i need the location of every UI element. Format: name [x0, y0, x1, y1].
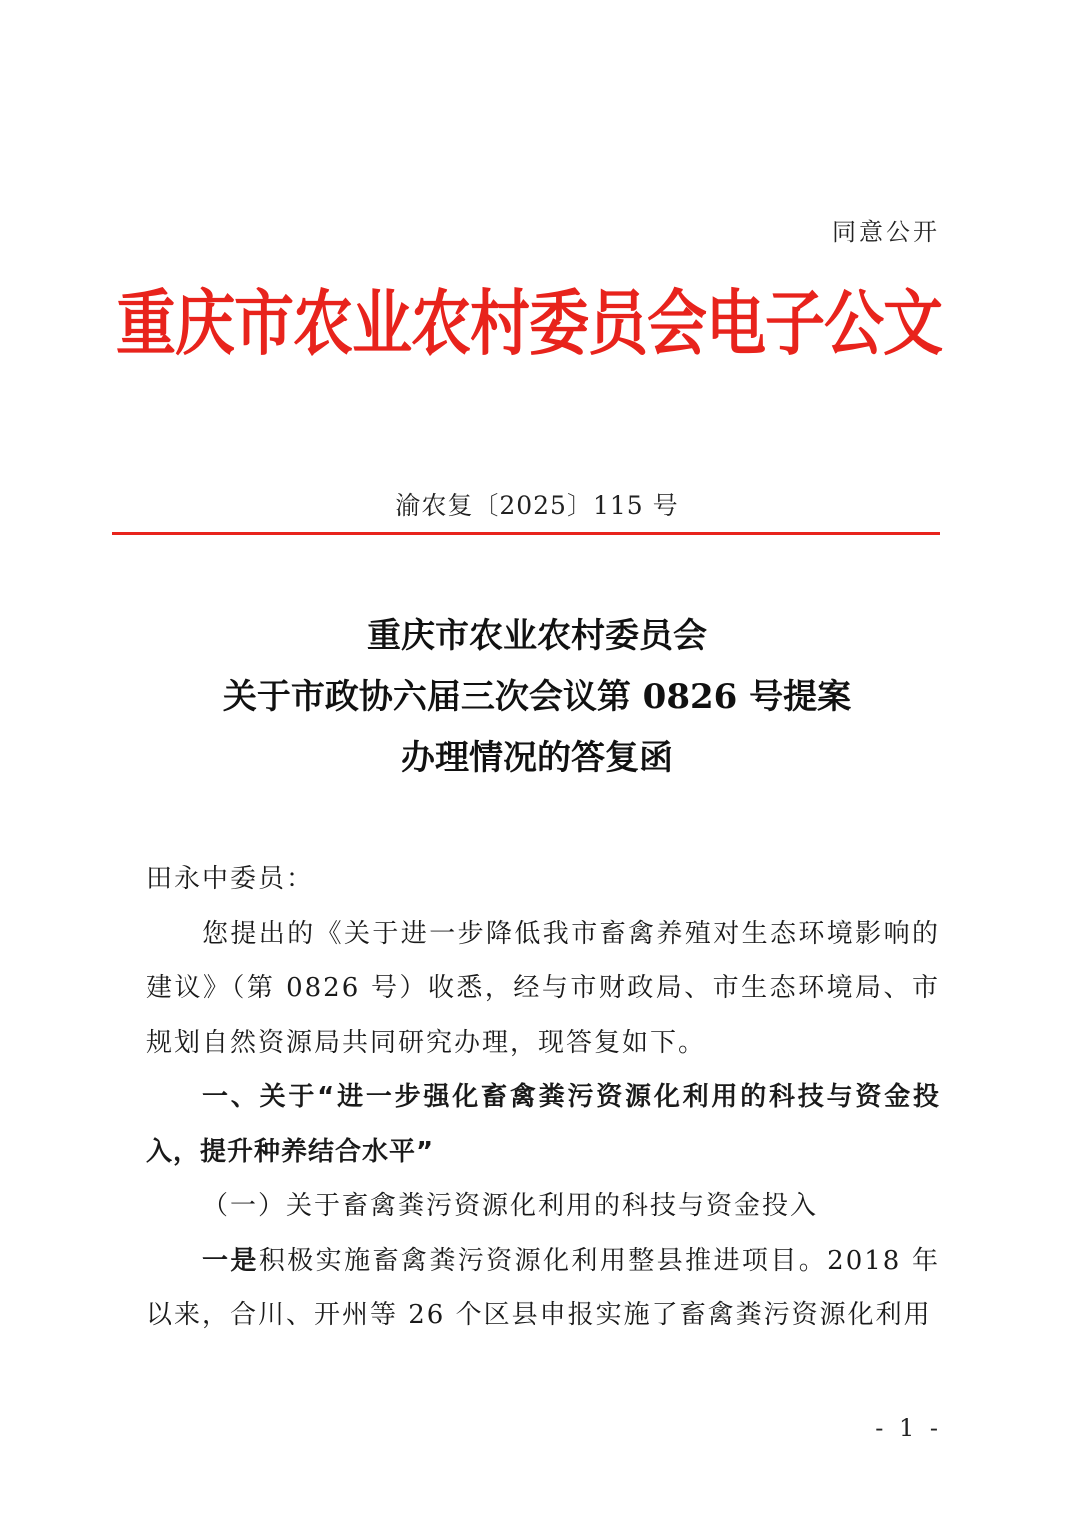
- point-1-paragraph: [146, 1234, 940, 1343]
- red-divider-line: [112, 532, 940, 535]
- title-line-1: 重庆市农业农村委员会: [367, 616, 707, 656]
- document-body: [146, 852, 940, 1343]
- page-number: - 1 -: [875, 1414, 942, 1442]
- organization-header: 重庆市农业农村委员会电子公文: [116, 283, 942, 366]
- point-1-lead: 一是: [202, 1245, 259, 1276]
- title-line-2: 关于市政协六届三次会议第 0826 号提案: [222, 677, 852, 717]
- intro-paragraph: 您提出的《关于进一步降低我市畜禽养殖对生态环境影响的建议》（第 0826 号）收悉，经与市财政局、市生态环境局、市规划自然资源局共同研究办理，现答复如下。: [146, 918, 940, 1058]
- point-1-text: 积极实施畜禽粪污资源化利用整县推进项目。2018 年以来，合川、开州等 26 个区县申报实施了畜禽粪污资源化利用: [146, 1245, 940, 1330]
- disclosure-label: 同意公开: [832, 218, 940, 246]
- subsection-1-heading: （一）关于畜禽粪污资源化利用的科技与资金投入: [202, 1191, 819, 1221]
- document-title: [0, 606, 1074, 789]
- salutation: 田永中委员：: [146, 864, 315, 894]
- section-1-heading: 一、关于“进一步强化畜禽粪污资源化利用的科技与资金投入，提升种养结合水平”: [146, 1082, 940, 1167]
- document-number: 渝农复〔2025〕115 号: [395, 491, 679, 520]
- title-line-3: 办理情况的答复函: [401, 738, 673, 778]
